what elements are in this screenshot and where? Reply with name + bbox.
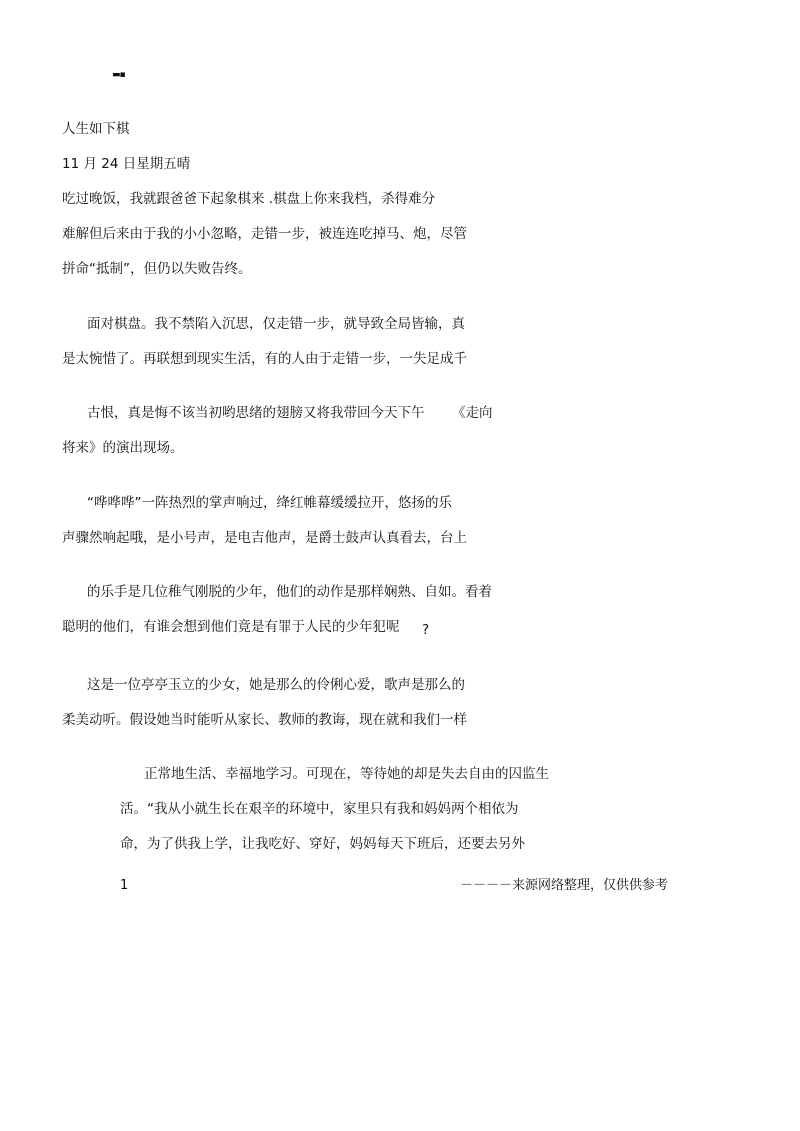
- footer-note: －－－－来源网络整理，仅供供参考: [460, 878, 669, 893]
- paragraph-line: 是太惋惜了。再联想到现实生活，有的人由于走错一步，一失足成千: [62, 351, 467, 367]
- paragraph-line: 难解但后来由于我的小小忽略，走错一步，被连连吃掉马、炮，尽管: [62, 226, 467, 242]
- header-mark: ▬▪: [112, 70, 125, 80]
- paragraph-line: 命，为了供我上学，让我吃好、穿好，妈妈每天下班后，还要去另外: [120, 836, 525, 852]
- paragraph-line: 活。“我从小就生长在艰辛的环境中，家里只有我和妈妈两个相依为: [120, 801, 519, 817]
- paragraph-line: 柔美动听。假设她当时能听从家长、教师的教诲，现在就和我们一样: [62, 712, 467, 728]
- paragraph-line-fragment: 《走向: [452, 405, 493, 421]
- page-number: 1: [120, 878, 129, 893]
- paragraph-line: 拼命“抵制”，但仍以失败告终。: [62, 261, 252, 277]
- paragraph-line: 面对棋盘。我不禁陷入沉思，仅走错一步，就导致全局皆输，真: [87, 316, 465, 332]
- paragraph-line: “哗哗哗”一阵热烈的掌声响过，绛红帷幕缓缓拉开，悠扬的乐: [87, 495, 452, 511]
- paragraph-line: 将来》的演出现场。: [62, 440, 184, 456]
- date-line: 11 月 24 日星期五晴: [62, 156, 191, 172]
- paragraph-line: 聪明的他们，有谁会想到他们竟是有罪于人民的少年犯呢: [62, 619, 400, 635]
- paragraph-line: 声骤然响起哦，是小号声，是电吉他声，是爵士鼓声认真看去，台上: [62, 530, 467, 546]
- paragraph-line: 古恨，真是悔不该当初哟思绪的翅膀又将我带回今天下午: [87, 405, 425, 421]
- paragraph-line: 的乐手是几位稚气刚脱的少年，他们的动作是那样娴熟、自如。看着: [87, 584, 492, 600]
- paragraph-line: 正常地生活、幸福地学习。可现在，等待她的却是失去自由的囚监生: [144, 766, 549, 782]
- document-title: 人生如下棋: [62, 121, 130, 137]
- paragraph-line: 吃过晚饭，我就跟爸爸下起象棋来 .棋盘上你来我档，杀得难分: [62, 191, 436, 207]
- paragraph-line: 这是一位亭亭玉立的少女，她是那么的伶俐心爱，歌声是那么的: [87, 677, 465, 693]
- paragraph-line-fragment: ?: [422, 622, 430, 638]
